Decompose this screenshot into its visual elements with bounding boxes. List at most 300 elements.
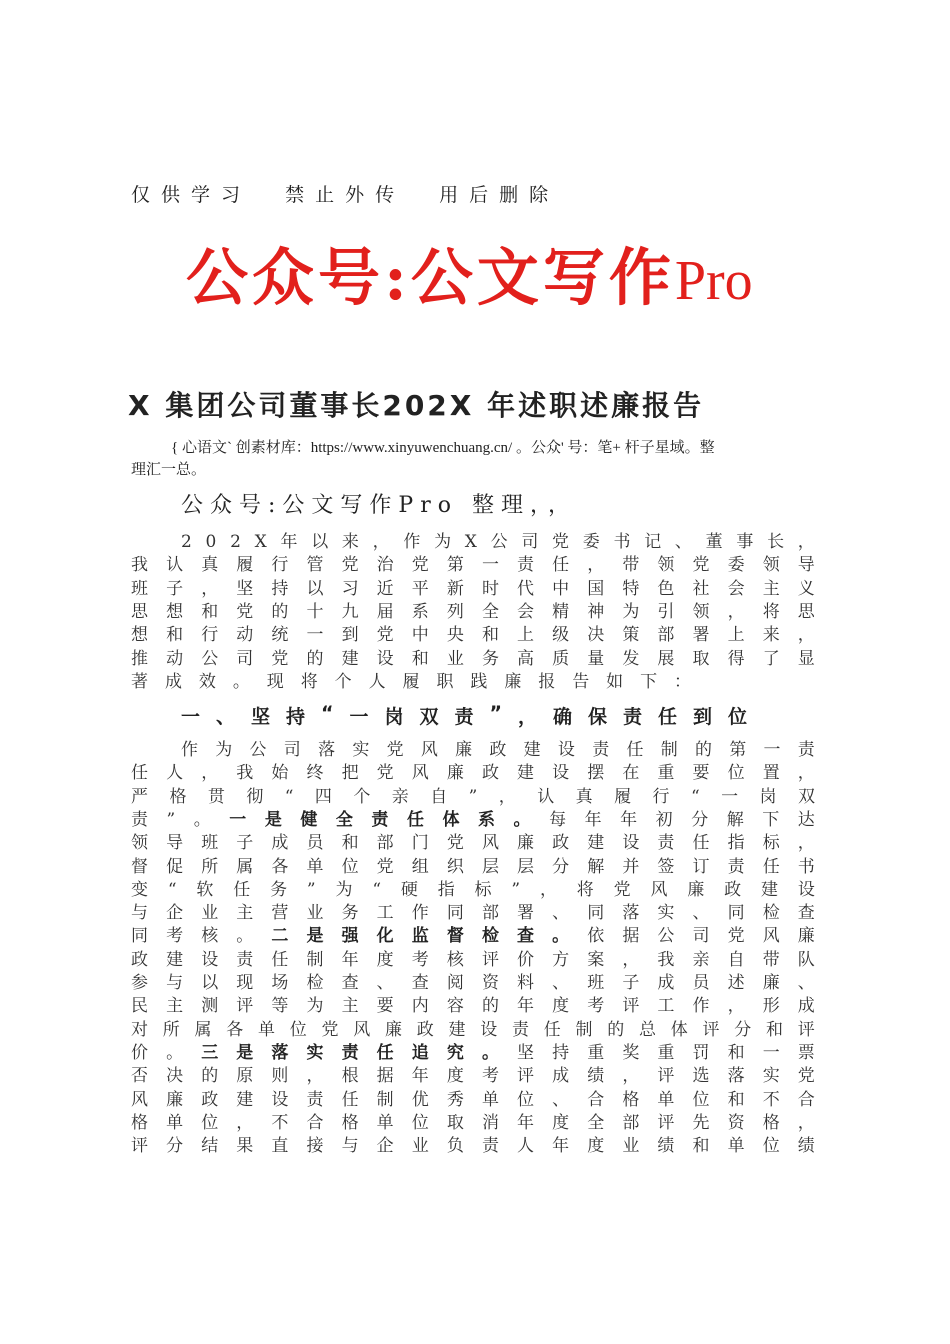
char: 奖 bbox=[622, 1042, 640, 1063]
char: 来 bbox=[341, 532, 359, 552]
char: 设 bbox=[376, 648, 394, 669]
char: 实 bbox=[352, 740, 370, 760]
char: 任 bbox=[762, 856, 780, 877]
char: 设 bbox=[557, 740, 575, 760]
char: 导 bbox=[166, 833, 184, 854]
char: 是 bbox=[236, 1042, 254, 1063]
char: 以 bbox=[311, 532, 329, 552]
char: 原 bbox=[236, 1066, 254, 1087]
char: 风 bbox=[762, 926, 780, 947]
char: 如 bbox=[606, 671, 624, 692]
char: 单 bbox=[481, 1089, 499, 1110]
char: 的 bbox=[306, 648, 324, 669]
char: 任 bbox=[552, 555, 570, 576]
char: 为 bbox=[335, 879, 353, 900]
char: 精 bbox=[552, 601, 570, 622]
char: 、 bbox=[674, 532, 692, 552]
char: 风 bbox=[411, 763, 429, 784]
char: 同 bbox=[446, 903, 464, 924]
char: 建 bbox=[166, 949, 184, 970]
char: 自 bbox=[727, 949, 745, 970]
char: 硬 bbox=[400, 879, 418, 900]
char: 领 bbox=[762, 555, 780, 576]
char: 企 bbox=[166, 903, 184, 924]
char: 位 bbox=[201, 1112, 219, 1133]
char: ， bbox=[236, 1112, 254, 1133]
char: ” bbox=[511, 879, 521, 900]
char: 政 bbox=[481, 763, 499, 784]
char: 事 bbox=[736, 532, 754, 552]
char: 和 bbox=[727, 1089, 745, 1110]
char: 民 bbox=[131, 996, 148, 1017]
char: 实 bbox=[657, 903, 675, 924]
char: 方 bbox=[552, 949, 570, 970]
paragraph2-line bbox=[131, 785, 815, 809]
char: 责 bbox=[727, 856, 745, 877]
char: 委 bbox=[727, 555, 745, 576]
paragraph2-line bbox=[131, 948, 815, 972]
char: 和 bbox=[727, 1042, 745, 1063]
char: 效 bbox=[198, 671, 216, 692]
char: 一 bbox=[229, 809, 247, 830]
char: 动 bbox=[236, 625, 254, 646]
char: 企 bbox=[376, 1136, 394, 1157]
char: X bbox=[464, 532, 477, 552]
char: 查 bbox=[341, 973, 359, 993]
char: 子 bbox=[622, 973, 640, 993]
char: 以 bbox=[306, 578, 324, 599]
char: 管 bbox=[306, 555, 324, 576]
char: 责 bbox=[797, 740, 815, 760]
char: 行 bbox=[201, 625, 219, 646]
char: 任 bbox=[271, 949, 289, 970]
char: 作 bbox=[692, 996, 710, 1017]
char: 自 bbox=[430, 786, 448, 807]
char: 近 bbox=[376, 578, 394, 599]
char: “ bbox=[690, 786, 700, 807]
char: 责 bbox=[341, 1042, 359, 1063]
char: 业 bbox=[622, 1136, 640, 1157]
char: 坚 bbox=[236, 578, 254, 599]
char: 查 bbox=[517, 926, 535, 947]
char: 责 bbox=[371, 809, 389, 830]
char: 选 bbox=[692, 1066, 710, 1087]
char: 格 bbox=[131, 1112, 148, 1133]
char: 据 bbox=[622, 926, 640, 947]
char: 度 bbox=[552, 996, 570, 1017]
char: 根 bbox=[341, 1066, 359, 1087]
char: 神 bbox=[587, 601, 605, 622]
char: 合 bbox=[797, 1089, 815, 1110]
char: 督 bbox=[131, 856, 148, 877]
char: 坚 bbox=[517, 1042, 535, 1063]
char: 达 bbox=[797, 809, 815, 830]
char: 建 bbox=[236, 1089, 254, 1110]
char: 高 bbox=[517, 648, 535, 669]
char: 价 bbox=[517, 949, 535, 970]
paragraph2-line bbox=[131, 1088, 815, 1112]
char: 的 bbox=[607, 1019, 625, 1040]
paragraph2-line bbox=[131, 901, 815, 925]
char: 时 bbox=[481, 578, 499, 599]
char: 评 bbox=[797, 1019, 815, 1040]
char: 来 bbox=[762, 625, 780, 646]
char: 考 bbox=[166, 926, 184, 947]
char: 制 bbox=[660, 740, 678, 760]
char: 实 bbox=[762, 1066, 780, 1087]
char: 料 bbox=[517, 973, 535, 993]
char: 子 bbox=[236, 833, 254, 854]
char: ” bbox=[468, 786, 478, 807]
char: 中 bbox=[411, 625, 429, 646]
char: 内 bbox=[411, 996, 429, 1017]
char: 党 bbox=[236, 601, 254, 622]
char: 秀 bbox=[446, 1089, 464, 1110]
char: 真 bbox=[575, 786, 593, 807]
char: ， bbox=[727, 996, 745, 1017]
char: ” bbox=[306, 879, 316, 900]
char: 义 bbox=[797, 578, 815, 599]
heading-char: 双 bbox=[419, 706, 439, 728]
char: 第 bbox=[729, 740, 747, 760]
char: 主 bbox=[762, 578, 780, 599]
char: 、 bbox=[552, 903, 570, 924]
char: 设 bbox=[271, 1089, 289, 1110]
char: 部 bbox=[622, 1112, 640, 1133]
char: 软 bbox=[196, 879, 214, 900]
char: 核 bbox=[446, 949, 464, 970]
char: 并 bbox=[622, 856, 640, 877]
char: 容 bbox=[446, 996, 464, 1017]
char: 引 bbox=[657, 601, 675, 622]
heading-char: 任 bbox=[657, 706, 677, 728]
char: 实 bbox=[306, 1042, 324, 1063]
char: 领 bbox=[657, 555, 675, 576]
char: 个 bbox=[334, 671, 352, 692]
char: 班 bbox=[587, 973, 605, 993]
char: 廉 bbox=[166, 1089, 184, 1110]
char: 十 bbox=[306, 601, 324, 622]
char: 和 bbox=[166, 625, 184, 646]
char: 同 bbox=[727, 903, 745, 924]
char: 督 bbox=[446, 926, 464, 947]
char: 分 bbox=[734, 1019, 752, 1040]
char: 、 bbox=[376, 973, 394, 993]
char: 位 bbox=[289, 1019, 307, 1040]
char: 告 bbox=[572, 671, 590, 692]
char: 单 bbox=[727, 1136, 745, 1157]
char: 政 bbox=[201, 1089, 219, 1110]
char: ， bbox=[587, 555, 605, 576]
char: 绩 bbox=[797, 1136, 815, 1157]
char: ， bbox=[201, 763, 219, 784]
char: 要 bbox=[376, 996, 394, 1017]
char: 得 bbox=[727, 648, 745, 669]
char: 长 bbox=[767, 532, 785, 552]
char: 所 bbox=[162, 1019, 180, 1040]
char: 落 bbox=[318, 740, 336, 760]
char: 将 bbox=[762, 601, 780, 622]
char: 贯 bbox=[207, 786, 225, 807]
char: 设 bbox=[552, 763, 570, 784]
char: 一 bbox=[721, 786, 739, 807]
char: 代 bbox=[517, 578, 535, 599]
char: ， bbox=[797, 532, 815, 552]
char: 一 bbox=[481, 555, 499, 576]
subtitle: 公众号:公文写作Pro 整理，， bbox=[181, 493, 577, 518]
char: 评 bbox=[702, 1019, 720, 1040]
paragraph2-line bbox=[131, 924, 815, 948]
char: 下 bbox=[640, 671, 658, 692]
char: 重 bbox=[587, 1042, 605, 1063]
char: 和 bbox=[481, 625, 499, 646]
char: 度 bbox=[446, 1066, 464, 1087]
char: 全 bbox=[335, 809, 353, 830]
char: 任 bbox=[692, 833, 710, 854]
char: “ bbox=[372, 879, 382, 900]
char: 部 bbox=[657, 625, 675, 646]
char: 为 bbox=[215, 740, 233, 760]
char: 署 bbox=[517, 903, 535, 924]
char: 班 bbox=[131, 578, 148, 599]
char: 评 bbox=[622, 996, 640, 1017]
char: 践 bbox=[470, 671, 488, 692]
char: 年 bbox=[517, 1112, 535, 1133]
char: 和 bbox=[411, 648, 429, 669]
char: 政 bbox=[131, 949, 148, 970]
char: 员 bbox=[306, 833, 324, 854]
char: 党 bbox=[376, 856, 394, 877]
char: ， bbox=[498, 786, 516, 807]
char: 、 bbox=[552, 1089, 570, 1110]
char: 司 bbox=[521, 532, 539, 552]
char: 司 bbox=[283, 740, 301, 760]
char: 决 bbox=[587, 625, 605, 646]
char: 廉 bbox=[687, 879, 705, 900]
char: 标 bbox=[474, 879, 492, 900]
char: 位 bbox=[341, 856, 359, 877]
char: 促 bbox=[166, 856, 184, 877]
char: 强 bbox=[341, 926, 359, 947]
char: 党 bbox=[376, 625, 394, 646]
char: 格 bbox=[169, 786, 187, 807]
char: 履 bbox=[236, 555, 254, 576]
char: 导 bbox=[797, 555, 815, 576]
char: 特 bbox=[622, 578, 640, 599]
char: 统 bbox=[271, 625, 289, 646]
char: 依 bbox=[587, 926, 605, 947]
char: 指 bbox=[727, 833, 745, 854]
char: 初 bbox=[655, 809, 673, 830]
char: 单 bbox=[306, 856, 324, 877]
char: 组 bbox=[411, 856, 429, 877]
char: 的 bbox=[201, 1066, 219, 1087]
char: 务 bbox=[341, 903, 359, 924]
char: 持 bbox=[271, 578, 289, 599]
char: 体 bbox=[442, 809, 460, 830]
char: 考 bbox=[411, 949, 429, 970]
char: 各 bbox=[226, 1019, 244, 1040]
char: 国 bbox=[587, 578, 605, 599]
char: 现 bbox=[236, 973, 254, 993]
char: 风 bbox=[353, 1019, 371, 1040]
char: ， bbox=[539, 879, 557, 900]
heading-char: 一 bbox=[181, 706, 201, 728]
heading-char: 保 bbox=[587, 706, 607, 728]
char: 接 bbox=[306, 1136, 324, 1157]
char: 为 bbox=[306, 996, 324, 1017]
char: 每 bbox=[549, 809, 567, 830]
char: 设 bbox=[480, 1019, 498, 1040]
char: 分 bbox=[552, 856, 570, 877]
document-title: X 集团公司董事长202X 年述职述廉报告 bbox=[128, 389, 705, 422]
char: 廉 bbox=[517, 833, 535, 854]
char: 落 bbox=[271, 1042, 289, 1063]
char: 亲 bbox=[692, 949, 710, 970]
char: 年 bbox=[411, 1066, 429, 1087]
char: 。 bbox=[481, 1042, 499, 1063]
char: 想 bbox=[131, 625, 148, 646]
char: 各 bbox=[271, 856, 289, 877]
char: 成 bbox=[271, 833, 289, 854]
char: 成 bbox=[797, 996, 815, 1017]
char: 届 bbox=[376, 601, 394, 622]
char: 成 bbox=[552, 1066, 570, 1087]
char: 业 bbox=[446, 648, 464, 669]
char: 建 bbox=[341, 648, 359, 669]
char: 展 bbox=[657, 648, 675, 669]
char: ： bbox=[674, 671, 691, 692]
notice-text: 仅供学习 禁止外传 用后删除 bbox=[131, 184, 560, 206]
char: 色 bbox=[657, 578, 675, 599]
char: 公 bbox=[490, 532, 508, 552]
char: 以 bbox=[201, 973, 219, 993]
char: 下 bbox=[762, 809, 780, 830]
char: 否 bbox=[131, 1066, 148, 1087]
char: 党 bbox=[321, 1019, 339, 1040]
char: 作 bbox=[181, 740, 198, 760]
heading-char: 、 bbox=[216, 706, 236, 728]
char: 票 bbox=[797, 1042, 815, 1063]
char: 度 bbox=[587, 1136, 605, 1157]
char: 党 bbox=[613, 879, 631, 900]
char: 上 bbox=[517, 625, 535, 646]
char: 政 bbox=[552, 833, 570, 854]
paragraph2-line bbox=[131, 1041, 815, 1065]
char: 织 bbox=[446, 856, 464, 877]
char: 度 bbox=[376, 949, 394, 970]
source-line-2: 理汇一总。 bbox=[131, 462, 207, 478]
char: 风 bbox=[420, 740, 438, 760]
char: 建 bbox=[448, 1019, 466, 1040]
char: 员 bbox=[692, 973, 710, 993]
char: 在 bbox=[622, 763, 640, 784]
char: 评 bbox=[481, 949, 499, 970]
char: 司 bbox=[236, 648, 254, 669]
paragraph2-line bbox=[131, 971, 815, 995]
char: 则 bbox=[271, 1066, 289, 1087]
char: 始 bbox=[271, 763, 289, 784]
char: 形 bbox=[762, 996, 780, 1017]
char: 廉 bbox=[455, 740, 473, 760]
char: ， bbox=[797, 833, 815, 854]
char: 显 bbox=[797, 648, 815, 669]
heading-char: 岗 bbox=[384, 706, 404, 728]
char: 二 bbox=[271, 926, 289, 947]
char: 落 bbox=[622, 903, 640, 924]
char: 落 bbox=[727, 1066, 745, 1087]
char: 发 bbox=[622, 648, 640, 669]
char: ， bbox=[797, 625, 815, 646]
char: 持 bbox=[552, 1042, 570, 1063]
char: 年 bbox=[620, 809, 638, 830]
char: 作 bbox=[411, 903, 429, 924]
char: “ bbox=[284, 786, 294, 807]
char: 党 bbox=[411, 555, 429, 576]
char: 位 bbox=[762, 1136, 780, 1157]
char: 责 bbox=[592, 740, 610, 760]
paragraph2-line bbox=[131, 855, 815, 879]
char: 任 bbox=[543, 1019, 561, 1040]
char: 真 bbox=[201, 555, 219, 576]
char: 上 bbox=[727, 625, 745, 646]
char: 人 bbox=[368, 671, 386, 692]
char: 负 bbox=[446, 1136, 464, 1157]
paragraph1-line bbox=[131, 600, 815, 624]
char: 果 bbox=[236, 1136, 254, 1157]
char: 同 bbox=[131, 926, 148, 947]
paragraph2-line bbox=[131, 1018, 815, 1042]
char: 著 bbox=[131, 671, 148, 692]
char: 核 bbox=[201, 926, 219, 947]
watermark-logo bbox=[186, 228, 753, 317]
char: 资 bbox=[727, 1112, 745, 1133]
char: ， bbox=[622, 1066, 640, 1087]
char: 风 bbox=[481, 833, 499, 854]
char: 门 bbox=[411, 833, 429, 854]
char: 系 bbox=[478, 809, 496, 830]
char: 了 bbox=[762, 648, 780, 669]
char: 责 bbox=[306, 1089, 324, 1110]
char: 任 bbox=[376, 1042, 394, 1063]
char: 资 bbox=[481, 973, 499, 993]
char: 思 bbox=[131, 601, 148, 622]
char: 四 bbox=[314, 786, 332, 807]
char: 廉 bbox=[504, 671, 522, 692]
char: 任 bbox=[406, 809, 424, 830]
char: 司 bbox=[692, 926, 710, 947]
char: 报 bbox=[538, 671, 556, 692]
char: 责 bbox=[517, 555, 535, 576]
char: 重 bbox=[657, 763, 675, 784]
heading-char: 责 bbox=[622, 706, 642, 728]
char: 将 bbox=[576, 879, 594, 900]
char: 评 bbox=[657, 1112, 675, 1133]
char: 案 bbox=[587, 949, 605, 970]
paragraph2-line bbox=[131, 831, 815, 855]
char: 领 bbox=[131, 833, 148, 854]
char: 检 bbox=[481, 926, 499, 947]
char: 认 bbox=[537, 786, 555, 807]
char: 。 bbox=[232, 671, 250, 692]
char: 优 bbox=[411, 1089, 429, 1110]
char: 责 bbox=[481, 1136, 499, 1157]
paragraph2-line bbox=[131, 808, 815, 832]
char: 廉 bbox=[446, 763, 464, 784]
paragraph1-line bbox=[131, 623, 815, 647]
char: 业 bbox=[411, 1136, 429, 1157]
char: 对 bbox=[131, 1019, 148, 1040]
